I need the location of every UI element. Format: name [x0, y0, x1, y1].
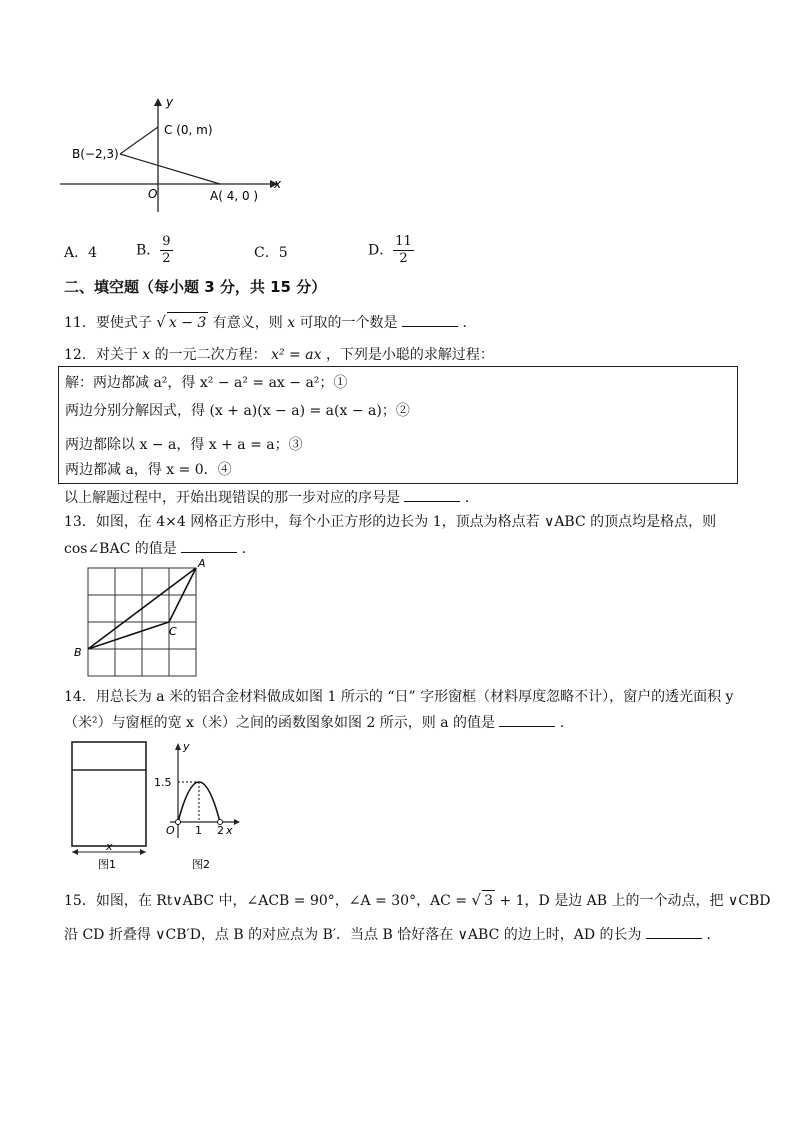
- choice-b-prefix: B．: [136, 242, 161, 259]
- q12-equation: x² = ax: [271, 347, 322, 363]
- segment-bc: [120, 127, 158, 154]
- arrow-left-icon: [72, 849, 78, 855]
- question-14-line-2: [64, 712, 574, 733]
- q11-mid: 有意义，则: [212, 315, 283, 331]
- open-point-origin: [176, 820, 181, 825]
- question-15-line-2: [64, 924, 720, 945]
- fig2-y-arrow-icon: [175, 743, 181, 750]
- q12-after-text: 以上解题过程中，开始出现错误的那一步对应的序号是: [64, 490, 400, 506]
- arrow-right-icon: [140, 849, 146, 855]
- numerator: 9: [162, 234, 171, 249]
- q11-answer-blank[interactable]: [402, 312, 458, 327]
- fig2-max-value: 1.5: [154, 776, 172, 789]
- point-a-label: A( 4, 0 ): [210, 189, 259, 203]
- q13-grid-figure: [68, 556, 218, 682]
- window-frame: [72, 742, 146, 846]
- sqrt-sign: √: [471, 891, 482, 909]
- q13-answer-blank[interactable]: [181, 538, 237, 553]
- q12-answer-blank[interactable]: [404, 487, 460, 502]
- question-13-line-1: 13．如图，在 4×4 网格正方形中，每个小正方形的边长为 1，顶点为格点若 ∨ABC 的顶点均是格点，则: [64, 514, 717, 530]
- q14-line2-end: ．: [559, 715, 574, 731]
- q12-after-end: ．: [464, 490, 479, 506]
- question-12: [64, 345, 494, 365]
- q15-line2-pre: 沿 CD 折叠得 ∨CB′D，点 B 的对应点为 B′．当点 B 恰好落在 ∨ABC 的边上时，AD 的长为: [64, 927, 642, 943]
- choice-b: [136, 234, 173, 267]
- q11-post: 可取的一个数是: [299, 315, 398, 331]
- choice-a: A．4: [64, 245, 98, 261]
- choice-d-fraction: [393, 234, 414, 267]
- fig2-x-arrow-icon: [234, 819, 240, 825]
- q10-coordinate-figure: [60, 92, 300, 216]
- fig1-caption: 图1: [98, 858, 116, 871]
- q12-post: 的一元二次方程：: [154, 347, 267, 363]
- solution-step-4: 两边都减 a，得 x = 0．④: [65, 462, 232, 478]
- q12-after: [64, 487, 479, 508]
- solution-step-1: 解：两边都减 a²，得 x² − a² = ax − a²；①: [65, 375, 348, 391]
- question-15-line-1: [64, 890, 770, 911]
- fig2-y-label: y: [183, 740, 190, 753]
- choice-c: C．5: [254, 245, 288, 261]
- question-11: [64, 312, 476, 333]
- point-b-label: B(−2,3): [72, 147, 119, 161]
- q11-radicand: x − 3: [167, 312, 208, 333]
- q11-pre: 11．要使式子: [64, 315, 152, 331]
- numerator: 11: [395, 234, 412, 249]
- q13-line2-pre: cos∠BAC 的值是: [64, 541, 177, 557]
- choice-d-prefix: D．: [368, 242, 394, 259]
- fig2-origin-label: O: [166, 824, 175, 837]
- q12-var: x: [142, 347, 151, 363]
- q12-pre: 12．对关于: [64, 347, 138, 363]
- segment-ba: [120, 154, 220, 184]
- point-a-label: A: [198, 557, 206, 570]
- x-label: x: [274, 177, 282, 191]
- point-b-label: B: [74, 646, 82, 659]
- q13-line2-end: ．: [241, 541, 256, 557]
- q14-line2-pre: （米²）与窗框的宽 x（米）之间的函数图象如图 2 所示，则 a 的值是: [64, 715, 496, 731]
- q15-line2-end: ．: [706, 927, 721, 943]
- q12-solution-box: [58, 366, 738, 484]
- solution-step-2: 两边分别分解因式，得 (x + a)(x − a) = a(x − a)；②: [65, 403, 410, 419]
- q14-figures: [66, 738, 246, 874]
- y-label: y: [166, 95, 174, 109]
- denominator: 2: [399, 251, 408, 266]
- q15-line1-post: + 1，D 是边 AB 上的一个动点，把 ∨CBD: [499, 893, 771, 909]
- solution-step-3: 两边都除以 x − a，得 x + a = a；③: [65, 437, 303, 453]
- q11-var: x: [287, 315, 296, 331]
- question-14-line-1: 14．用总长为 a 米的铝合金材料做成如图 1 所示的 “日” 字形窗框（材料厚度忽略不计），窗户的透光面积 y: [64, 689, 734, 705]
- point-c-label: C: [169, 625, 177, 638]
- sqrt-sign: √: [156, 313, 166, 331]
- point-c-label: C (0, m): [164, 123, 213, 137]
- origin-label: O: [148, 187, 158, 201]
- section-2-heading: 二、填空题（每小题 3 分，共 15 分）: [64, 278, 327, 296]
- grid-lines: [88, 568, 196, 676]
- q15-radicand: 3: [482, 890, 495, 911]
- q14-answer-blank[interactable]: [499, 712, 555, 727]
- fig2-tick-2: 2: [217, 824, 224, 837]
- choice-b-fraction: [160, 234, 172, 267]
- y-axis-arrow-icon: [154, 98, 162, 106]
- fig2-x-label: x: [226, 824, 233, 837]
- q15-answer-blank[interactable]: [646, 924, 702, 939]
- fig2-caption: 图2: [192, 858, 210, 871]
- q15-line1-pre: 15．如图，在 Rt∨ABC 中，∠ACB = 90°，∠A = 30°，AC =: [64, 893, 468, 909]
- choice-d: [368, 234, 414, 267]
- denominator: 2: [162, 251, 171, 266]
- q12-post2: ，下列是小聪的求解过程：: [325, 347, 494, 363]
- fig1-x-label: x: [106, 840, 113, 853]
- q11-end: ．: [462, 315, 477, 331]
- fig2-tick-1: 1: [195, 824, 202, 837]
